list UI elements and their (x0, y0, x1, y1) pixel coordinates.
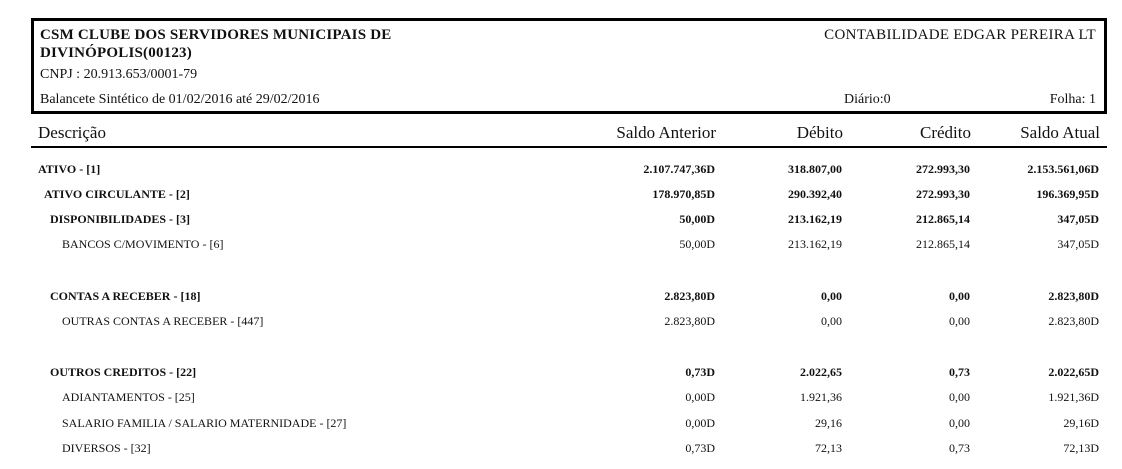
credito-value: 212.865,14 (916, 237, 970, 251)
organization-name: CSM CLUBE DOS SERVIDORES MUNICIPAIS DE DIVINÓPOLIS(00123) (40, 27, 392, 61)
saldo-atual-value: 72,13D (1063, 441, 1099, 455)
accounting-firm: CONTABILIDADE EDGAR PEREIRA LT (824, 27, 1096, 43)
debito-value: 72,13 (815, 441, 842, 455)
saldo-atual-value: 2.823,80D (1048, 289, 1099, 303)
account-description: OUTROS CREDITOS - [22] (50, 365, 197, 379)
debito-value: 2.022,65 (800, 365, 842, 379)
table-row (0, 413, 1122, 433)
column-header-credito: Crédito (920, 123, 971, 142)
account-description: ADIANTAMENTOS - [25] (62, 390, 195, 404)
saldo-anterior-value: 0,00D (685, 390, 715, 404)
saldo-anterior-value: 2.823,80D (664, 289, 715, 303)
saldo-atual-value: 2.823,80D (1048, 314, 1099, 328)
saldo-anterior-value: 50,00D (679, 212, 715, 226)
cnpj: CNPJ : 20.913.653/0001-79 (40, 67, 198, 82)
debito-value: 318.807,00 (788, 162, 842, 176)
credito-value: 272.993,30 (916, 187, 970, 201)
saldo-anterior-value: 0,73D (685, 441, 715, 455)
debito-value: 213.162,19 (788, 212, 842, 226)
saldo-anterior-value: 2.823,80D (664, 314, 715, 328)
saldo-atual-value: 196.369,95D (1036, 187, 1099, 201)
column-header-descricao: Descrição (38, 123, 106, 142)
column-header-saldo-atual: Saldo Atual (1020, 123, 1100, 142)
debito-value: 213.162,19 (788, 237, 842, 251)
saldo-anterior-value: 50,00D (679, 237, 715, 251)
saldo-atual-value: 347,05D (1057, 212, 1099, 226)
saldo-anterior-value: 2.107.747,36D (643, 162, 715, 176)
page-number: Folha: 1 (1049, 92, 1096, 107)
diario-number: Diário:0 (844, 92, 891, 107)
credito-value: 272.993,30 (916, 162, 970, 176)
debito-value: 290.392,40 (788, 187, 842, 201)
credito-value: 0,00 (949, 289, 970, 303)
table-row (0, 209, 1122, 229)
saldo-anterior-value: 178.970,85D (652, 187, 715, 201)
account-description: ATIVO - [1] (38, 162, 101, 176)
debito-value: 0,00 (821, 314, 842, 328)
account-description: ATIVO CIRCULANTE - [2] (44, 187, 190, 201)
saldo-atual-value: 2.153.561,06D (1027, 162, 1099, 176)
table-row (0, 438, 1122, 458)
credito-value: 0,00 (949, 416, 970, 430)
saldo-anterior-value: 0,73D (685, 365, 715, 379)
column-header-saldo-anterior: Saldo Anterior (616, 123, 716, 142)
debito-value: 1.921,36 (800, 390, 842, 404)
saldo-anterior-value: 0,00D (685, 416, 715, 430)
credito-value: 0,73 (949, 365, 970, 379)
account-description: DISPONIBILIDADES - [3] (50, 212, 191, 226)
table-row (0, 159, 1122, 179)
saldo-atual-value: 29,16D (1063, 416, 1099, 430)
table-row (0, 184, 1122, 204)
header-divider (31, 146, 1107, 148)
account-description: BANCOS C/MOVIMENTO - [6] (62, 237, 224, 251)
table-row (0, 286, 1122, 306)
report-period: Balancete Sintético de 01/02/2016 até 29/02/2016 (40, 92, 320, 107)
debito-value: 0,00 (821, 289, 842, 303)
column-header-debito: Débito (796, 123, 843, 142)
saldo-atual-value: 1.921,36D (1048, 390, 1099, 404)
table-row (0, 311, 1122, 331)
credito-value: 0,00 (949, 390, 970, 404)
table-row (0, 234, 1122, 254)
table-row (0, 387, 1122, 407)
saldo-atual-value: 2.022,65D (1048, 365, 1099, 379)
account-description: OUTRAS CONTAS A RECEBER - [447] (62, 314, 264, 328)
account-description: DIVERSOS - [32] (62, 441, 151, 455)
debito-value: 29,16 (815, 416, 842, 430)
table-row (0, 362, 1122, 382)
credito-value: 212.865,14 (916, 212, 970, 226)
credito-value: 0,73 (949, 441, 970, 455)
credito-value: 0,00 (949, 314, 970, 328)
report-header (31, 18, 1107, 114)
account-description: CONTAS A RECEBER - [18] (50, 289, 201, 303)
account-description: SALARIO FAMILIA / SALARIO MATERNIDADE - [27] (62, 416, 347, 430)
saldo-atual-value: 347,05D (1057, 237, 1099, 251)
